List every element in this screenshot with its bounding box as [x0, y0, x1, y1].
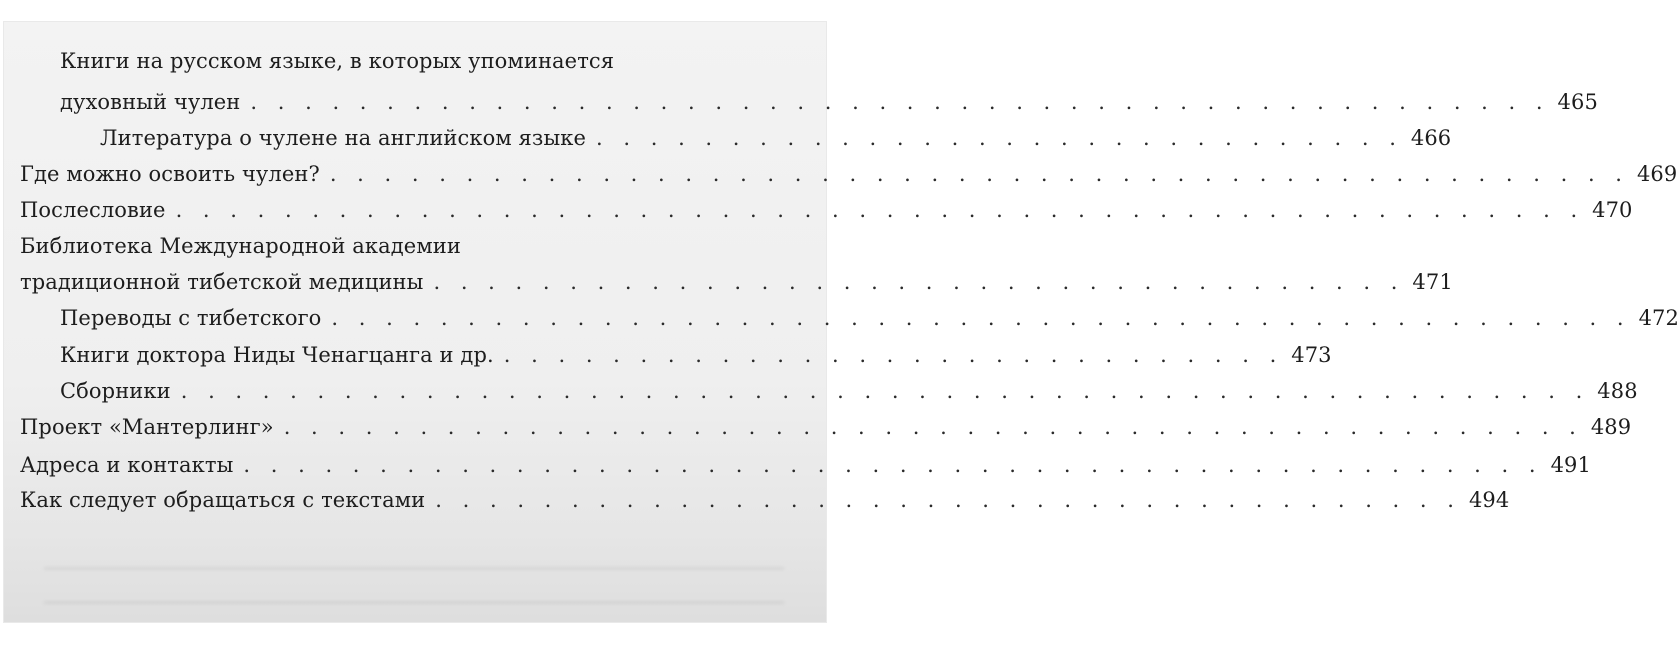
toc-entry [20, 412, 1632, 442]
toc-entry [60, 376, 1638, 406]
toc-entry [20, 195, 1633, 225]
toc-page-number: 472 [1638, 306, 1679, 330]
toc-entry [60, 340, 1332, 370]
toc-entry [20, 450, 1591, 480]
toc-entry-title: Адреса и контакты [20, 453, 234, 477]
toc-page-number: 491 [1550, 453, 1591, 477]
toc-page-number: 488 [1597, 379, 1638, 403]
toc-entry-title: Где можно освоить чулен? [20, 162, 320, 186]
toc-entry-title: Проект «Мантерлинг» [20, 415, 274, 439]
leader-dots: . . . . . . . . . . . . . . . . . . . . . . . . . . . . . . . . . . . . . . [435, 488, 1461, 512]
toc-entry [20, 267, 1453, 297]
toc-page-number: 489 [1590, 415, 1632, 439]
toc-page-number: 473 [1291, 343, 1332, 367]
toc-entry [20, 485, 1510, 515]
leader-dots: . . . . . . . . . . . . . . . . . . . . . . . . . . . . . . . . . . . . [433, 270, 1405, 294]
leader-dots: . . . . . . . . . . . . . . . . . . . . . . . . . . . . . . . . . . . . . . . . . . . . . . . . [283, 415, 1583, 439]
toc-entry-line: Библиотека Международной академии [20, 234, 461, 258]
leader-dots: . . . . . . . . . . . . . . . . . . . . . . . . . . . . . . . . . . . . . . . . . . . . . . . . [329, 162, 1629, 186]
leader-dots: . . . . . . . . . . . . . . . . . . . . . . . . . . . . . . . . . . . . . . . . . . . . . . . . . . . . [180, 379, 1590, 403]
toc-entry-title: духовный чулен [60, 90, 241, 114]
toc-page-number: 466 [1410, 126, 1452, 150]
toc-entry-title: традиционной тибетской медицины [20, 270, 424, 294]
toc-entry-title: Книги доктора Ниды Ченагцанга и др. [60, 343, 494, 367]
toc-entry [60, 303, 1679, 333]
toc-entry-title: Послесловие [20, 198, 166, 222]
toc-entry [60, 87, 1598, 117]
leader-dots: . . . . . . . . . . . . . . . . . . . . . . . . . . . . . [503, 343, 1284, 367]
leader-dots: . . . . . . . . . . . . . . . . . . . . . . . . . . . . . . . . . . . . . . . . . . . . . . . . [331, 306, 1631, 330]
leader-dots: . . . . . . . . . . . . . . . . . . . . . . . . . . . . . . . . . . . . . . . . . . . . . . . . . . . . [175, 198, 1585, 222]
leader-dots: . . . . . . . . . . . . . . . . . . . . . . . . . . . . . . [596, 126, 1403, 150]
toc-page-number: 471 [1412, 270, 1453, 294]
toc-entry [100, 123, 1452, 153]
toc-entry [20, 159, 1678, 189]
toc-page-number: 465 [1557, 90, 1598, 114]
leader-dots: . . . . . . . . . . . . . . . . . . . . . . . . . . . . . . . . . . . . . . . . . . . . . . . . [250, 90, 1550, 114]
toc-entry-title: Сборники [60, 379, 171, 403]
toc-entry-title: Литература о чулене на английском языке [100, 126, 587, 150]
toc-entry-title: Как следует обращаться с текстами [20, 488, 426, 512]
toc-page-number: 494 [1468, 488, 1510, 512]
toc-page-number: 470 [1592, 198, 1633, 222]
toc-entry-title: Переводы с тибетского [60, 306, 322, 330]
toc-page-number: 469 [1636, 162, 1678, 186]
leader-dots: . . . . . . . . . . . . . . . . . . . . . . . . . . . . . . . . . . . . . . . . . . . . . . . . [243, 453, 1543, 477]
toc-entry-line: Книги на русском языке, в которых упоминается [60, 49, 615, 73]
